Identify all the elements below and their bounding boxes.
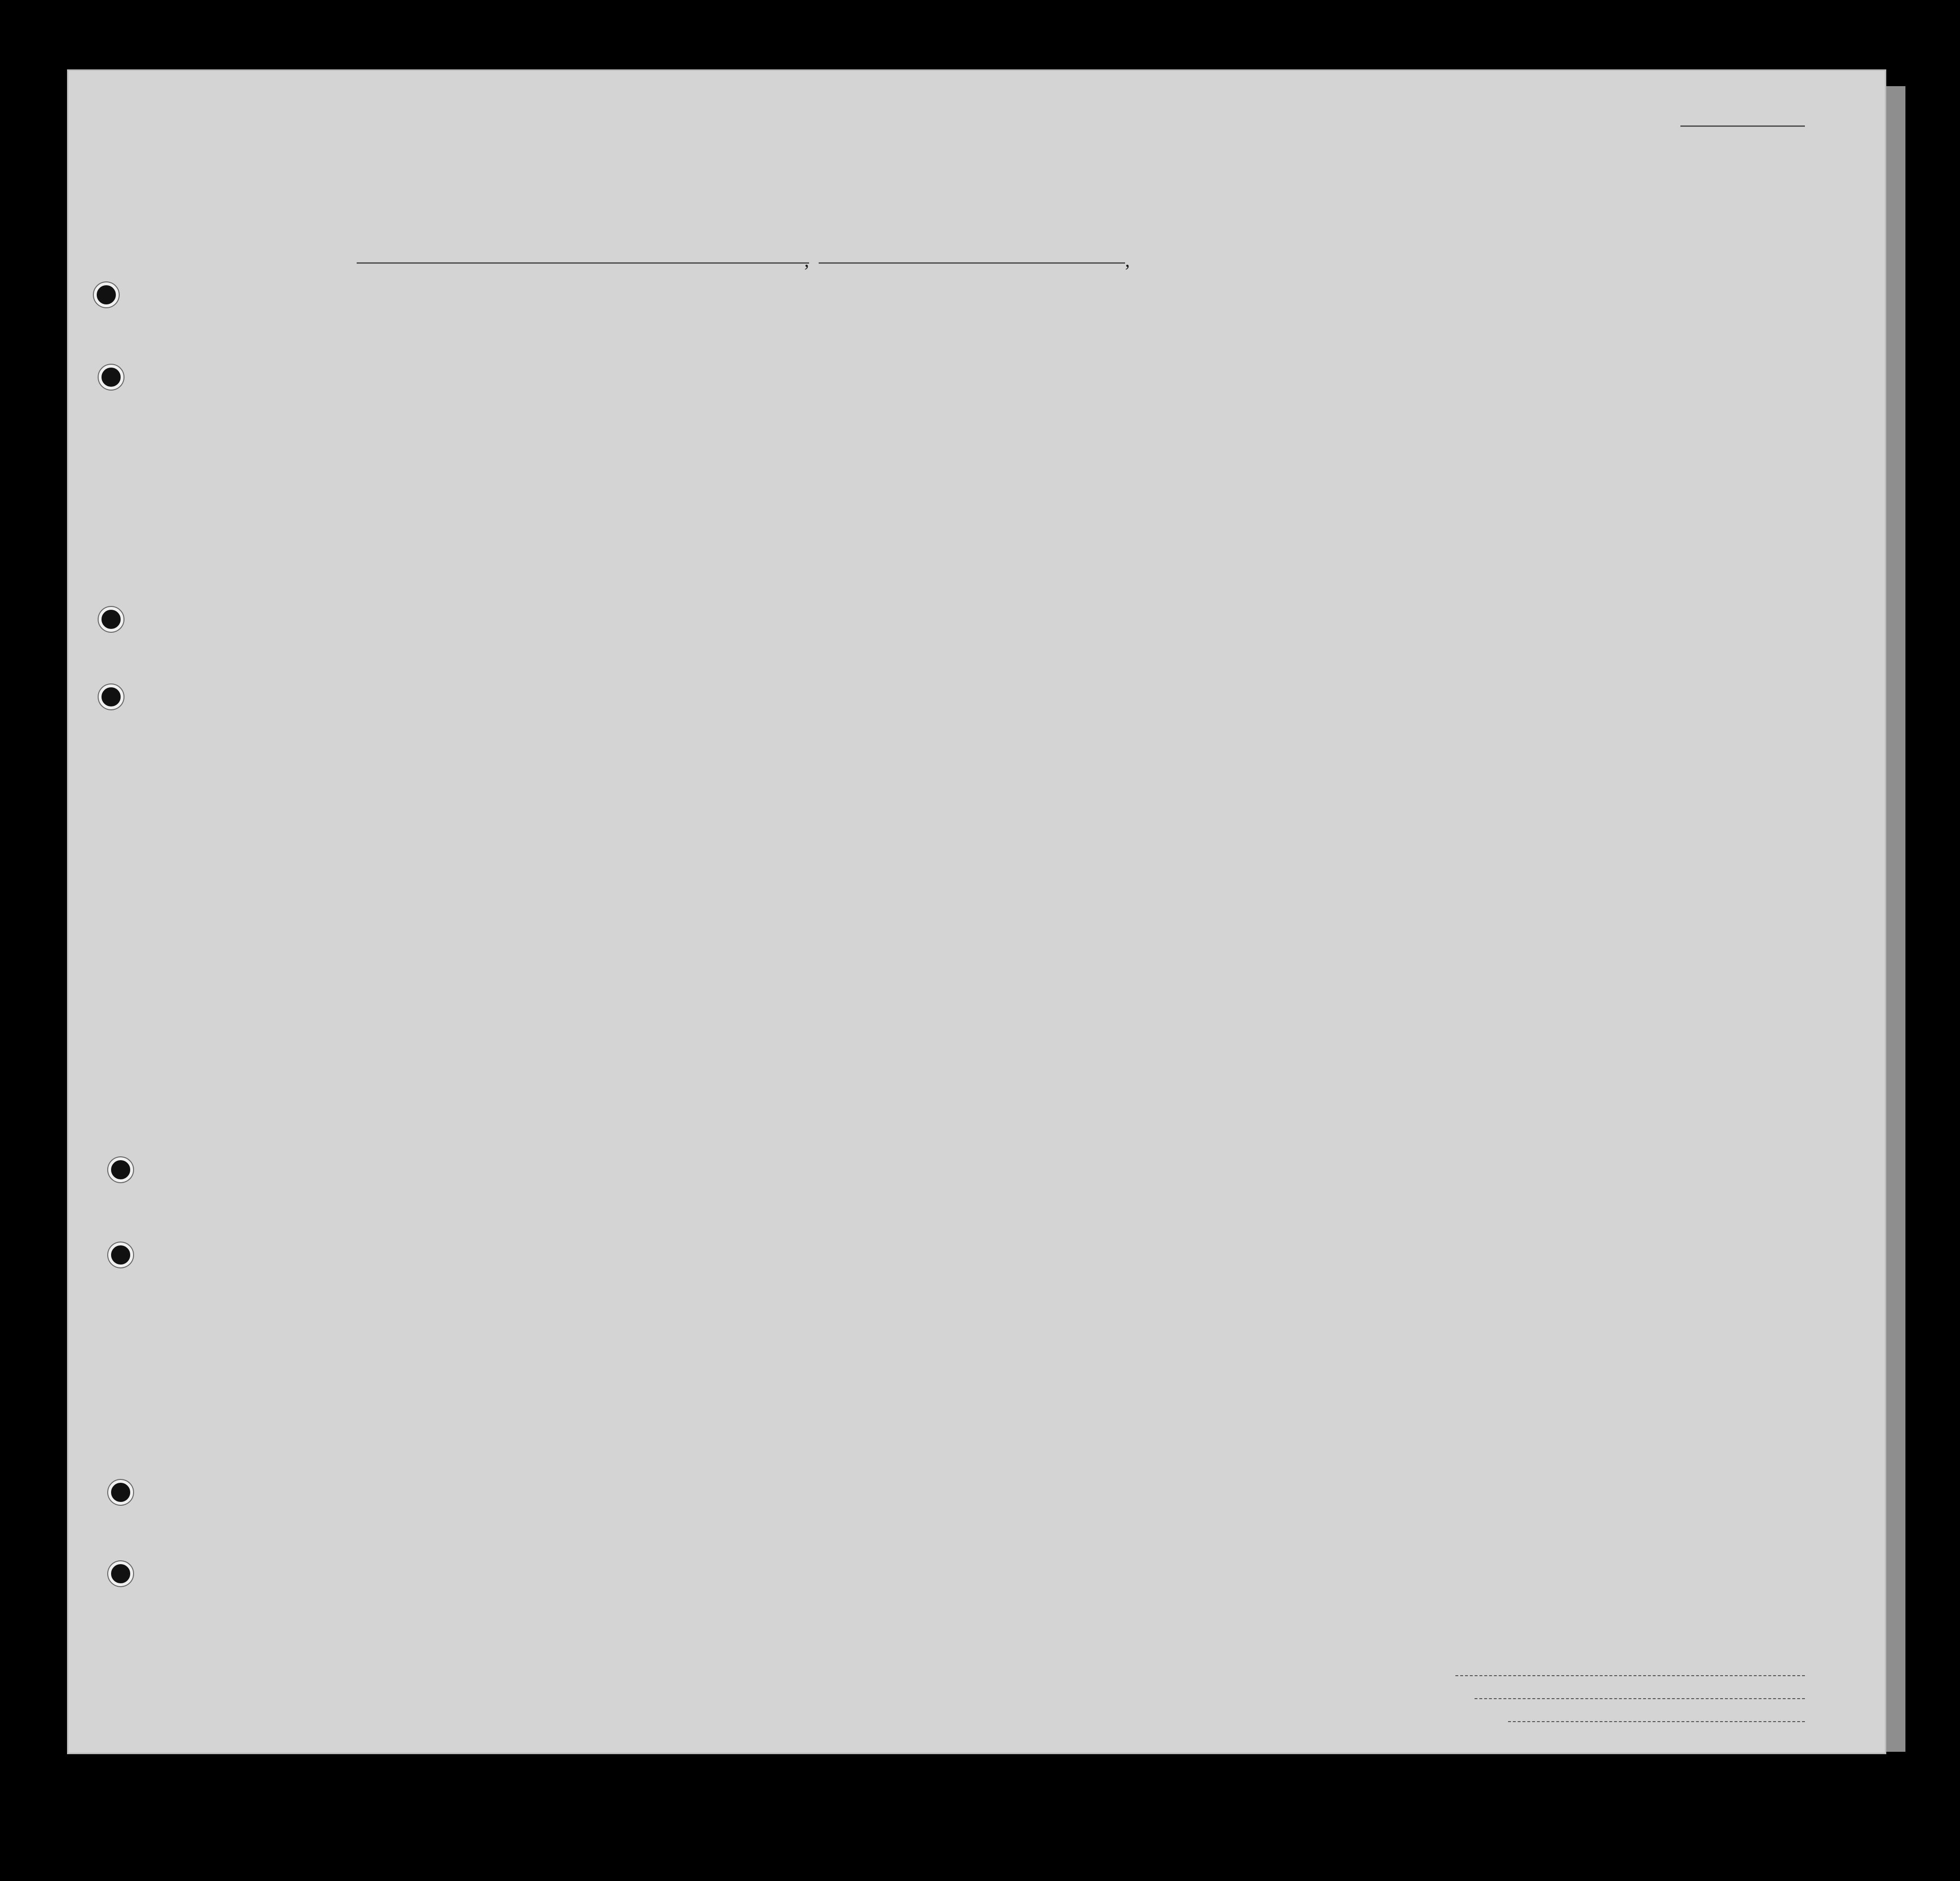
agents-field xyxy=(1508,1721,1805,1722)
owners-field xyxy=(1475,1698,1805,1699)
col28-header xyxy=(1302,335,1336,440)
comma: , xyxy=(1125,249,1130,271)
comma: , xyxy=(804,249,809,271)
col29-header xyxy=(1360,335,1384,440)
line-field xyxy=(1455,1675,1805,1676)
